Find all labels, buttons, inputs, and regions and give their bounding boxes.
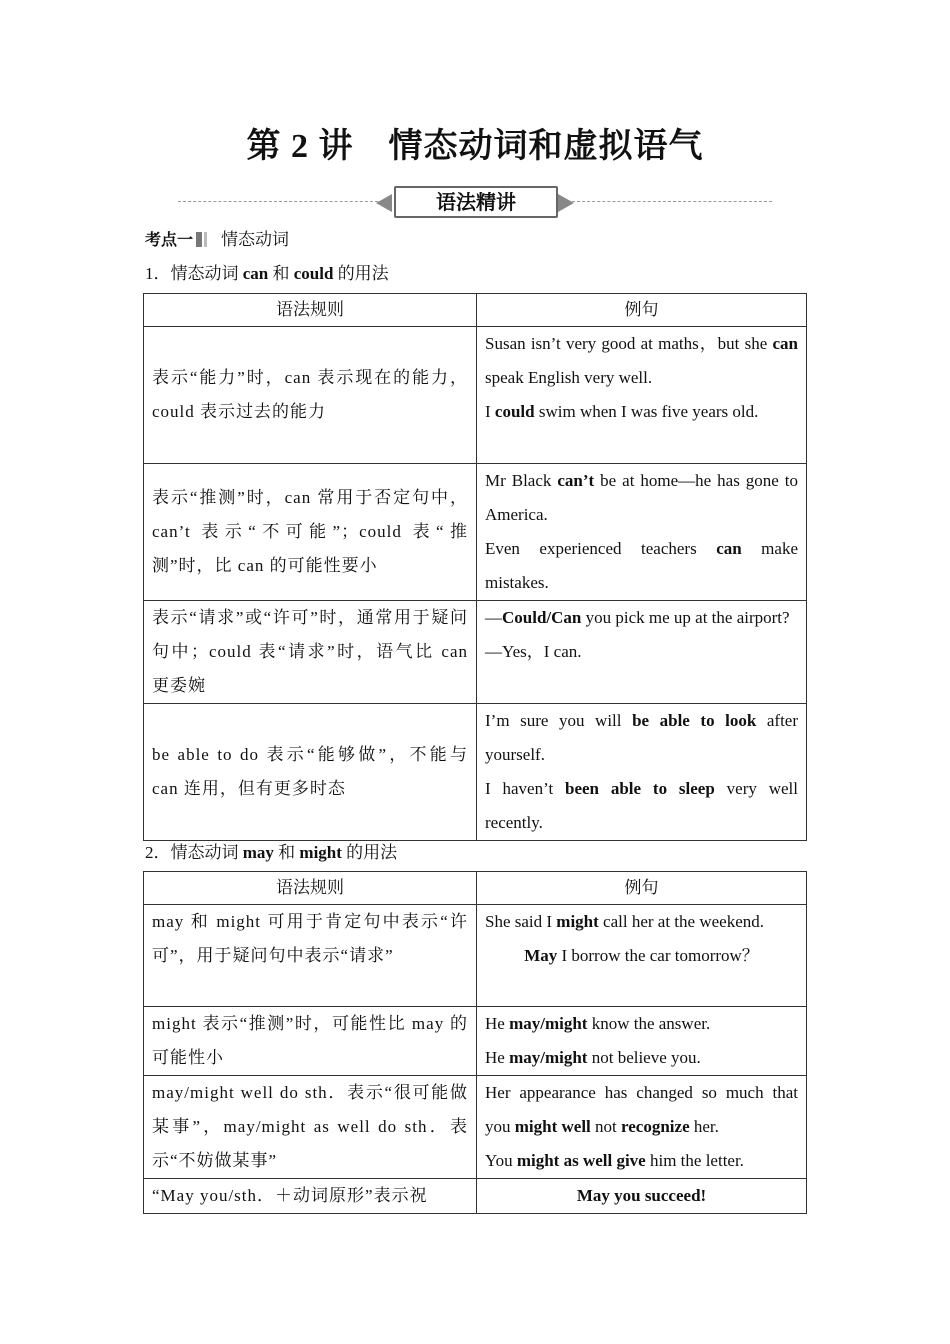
example-sentence [485, 327, 798, 395]
table-row [144, 1179, 807, 1214]
example-keyword: may/might [509, 1014, 588, 1033]
rule-cell: “May you/sth．＋动词原形”表示祝 [144, 1179, 477, 1214]
example-text: You [485, 1151, 517, 1170]
example-text: He [485, 1014, 510, 1033]
example-text: him the letter. [645, 1151, 744, 1170]
rule-cell: might 表示“推测”时，可能性比 may 的可能性小 [144, 1007, 477, 1076]
example-text: her. [689, 1117, 719, 1136]
column-header-rule: 语法规则 [144, 294, 477, 327]
heading-text: 和 [268, 264, 294, 283]
section-marker-icon [196, 232, 202, 247]
heading-keyword: might [299, 843, 342, 862]
example-text: call her at the weekend. [598, 912, 764, 931]
example-sentence [485, 395, 798, 429]
rule-cell: 表示“请求”或“许可”时，通常用于疑问句中；could 表“请求”时，语气比 can 更委婉 [144, 601, 477, 704]
example-keyword: recognize [621, 1117, 690, 1136]
example-text: I [485, 402, 495, 421]
example-text: be at home—he has gone to America. [485, 471, 798, 524]
example-sentence [485, 905, 798, 939]
example-text: speak English very well. [485, 368, 653, 387]
example-text: you pick me up at the airport? [581, 608, 790, 627]
section-tag: 考点一 [145, 230, 194, 249]
example-text: Her appearance has changed so much that you [485, 1083, 798, 1136]
part2-heading [145, 838, 397, 863]
example-text: Mr Black [485, 471, 558, 490]
example-cell [477, 1179, 807, 1214]
section-heading [145, 225, 289, 250]
example-text: Even experienced teachers [485, 539, 717, 558]
example-keyword: be able to look [632, 711, 757, 730]
example-sentence [485, 939, 798, 973]
heading-keyword: may [242, 843, 274, 862]
example-cell [477, 1076, 807, 1179]
rule-cell: may 和 might 可用于肯定句中表示“许可”，用于疑问句中表示“请求” [144, 905, 477, 1007]
example-text: Susan isn’t very good at maths，but she [485, 334, 773, 353]
heading-keyword: can [242, 264, 269, 283]
example-sentence [485, 1041, 798, 1075]
example-cell [477, 464, 807, 601]
example-sentence [485, 1076, 798, 1144]
heading-text: 1．情态动词 [145, 264, 243, 283]
table-row [144, 601, 807, 704]
example-text: He [485, 1048, 510, 1067]
banner-label: 语法精讲 [394, 186, 558, 218]
example-sentence [485, 772, 798, 840]
heading-text: 的用法 [341, 843, 398, 862]
heading-text: 2．情态动词 [145, 843, 243, 862]
example-cell [477, 1007, 807, 1076]
example-keyword: May you succeed! [576, 1186, 707, 1205]
section-banner [178, 186, 772, 218]
example-text: I’m sure you will [485, 711, 633, 730]
heading-text: 和 [273, 843, 300, 862]
example-keyword: might [556, 912, 599, 931]
example-cell [477, 601, 807, 704]
heading-text: 的用法 [333, 264, 389, 283]
column-header-rule: 语法规则 [144, 872, 477, 905]
example-text: — [485, 608, 502, 627]
example-keyword: can [716, 539, 742, 558]
page-title: 第 2 讲 情态动词和虚拟语气 [246, 128, 704, 165]
example-keyword: may/might [509, 1048, 588, 1067]
example-text: not believe you. [587, 1048, 701, 1067]
table-header-row [144, 294, 807, 327]
example-keyword: been able to sleep [565, 779, 715, 798]
rule-cell: be able to do 表示“能够做”，不能与 can 连用，但有更多时态 [144, 704, 477, 841]
example-keyword: Could/Can [502, 608, 582, 627]
example-keyword: could [494, 402, 535, 421]
can-could-table [143, 293, 807, 841]
example-cell [477, 704, 807, 841]
example-sentence [485, 601, 798, 635]
example-text: very well recently. [485, 779, 798, 832]
section-name: 情态动词 [221, 230, 290, 249]
example-text: She said I [485, 912, 557, 931]
table-row [144, 905, 807, 1007]
banner-arrow-right-icon [558, 194, 574, 212]
example-sentence [485, 704, 798, 772]
banner-divider-left [178, 201, 378, 202]
table-row [144, 1007, 807, 1076]
example-keyword: can [772, 334, 798, 353]
table-row [144, 704, 807, 841]
example-keyword: might well [514, 1117, 591, 1136]
example-text: swim when I was five years old. [534, 402, 759, 421]
rule-cell: 表示“能力”时，can 表示现在的能力，could 表示过去的能力 [144, 327, 477, 464]
example-text: —Yes，I can. [485, 642, 582, 661]
example-keyword: May [524, 946, 558, 965]
part1-heading [145, 259, 389, 284]
table-row [144, 464, 807, 601]
example-sentence [485, 1144, 798, 1178]
section-marker-shade [204, 232, 207, 247]
example-text: know the answer. [587, 1014, 711, 1033]
example-keyword: might as well give [516, 1151, 646, 1170]
example-text: I borrow the car tomorrow？ [557, 946, 759, 965]
example-sentence [485, 1007, 798, 1041]
example-sentence [485, 1179, 798, 1213]
example-cell [477, 905, 807, 1007]
example-sentence [485, 532, 798, 600]
example-text: I haven’t [485, 779, 566, 798]
example-sentence [485, 635, 798, 669]
table-header-row [144, 872, 807, 905]
rule-cell: may/might well do sth．表示“很可能做某事”，may/might as well do sth．表示“不妨做某事” [144, 1076, 477, 1179]
heading-keyword: could [293, 264, 334, 283]
example-cell [477, 327, 807, 464]
example-sentence [485, 464, 798, 532]
table-row [144, 327, 807, 464]
column-header-example: 例句 [477, 294, 807, 327]
column-header-example: 例句 [477, 872, 807, 905]
example-text: after yourself. [485, 711, 799, 764]
example-text: make mistakes. [485, 539, 798, 592]
example-keyword: can’t [557, 471, 595, 490]
banner-divider-right [572, 201, 772, 202]
may-might-table [143, 871, 807, 1214]
table-row [144, 1076, 807, 1179]
rule-cell: 表示“推测”时，can 常用于否定句中，can’t 表示“不可能”；could 表“推测”时，比 can 的可能性要小 [144, 464, 477, 601]
example-text: not [590, 1117, 622, 1136]
banner-arrow-left-icon [376, 194, 392, 212]
